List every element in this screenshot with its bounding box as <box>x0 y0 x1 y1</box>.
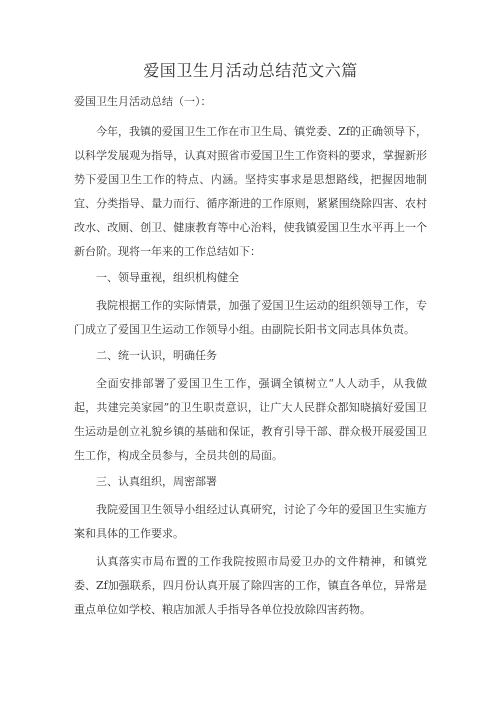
heading-careful-organization: 三、认真组织，周密部署 <box>96 475 217 488</box>
paragraph-careful-organization-b: 认真落实市局布置的工作我院按照市局爱卫办的文件精神，和镇党委、Zf加强联系，四月份认真开展了除四害的工作，镇直各单位，异常是重点单位如学校、粮店加派人手指导各单位投放除四害药物。 <box>74 555 427 616</box>
paragraph-leadership: 我院根据工作的实际情景，加强了爱国卫生运动的组织领导工作，专门成立了爱国卫生运动工作领导小组。由副院长阳书文同志具体负责。 <box>74 299 427 336</box>
paragraph-unified-understanding: 全面安排部署了爱国卫生工作，强调全镇树立“人人动手，从我做起，共建完美家园”的卫生职责意识，让广大人民群众都知晓搞好爱国卫生运动是创立礼貌乡镇的基础和保证，教育引导干部、群众极开展爱国卫生工作，构成全员参与，全员共创的局面。 <box>74 377 427 462</box>
heading-leadership: 一、领导重视，组织机构健全 <box>96 271 239 284</box>
heading-unified-understanding: 二、统一认识，明确任务 <box>96 349 217 362</box>
document-title: 爱国卫生月活动总结范文六篇 <box>143 61 358 80</box>
section-label: 爱国卫生月活动总结（一）： <box>74 95 212 108</box>
paragraph-careful-organization-a: 我院爱国卫生领导小组经过认真研究，讨论了今年的爱国卫生实施方案和具体的工作要求。 <box>74 503 427 540</box>
intro-paragraph: 今年，我镇的爱国卫生工作在市卫生局、镇党委、Zf的正确领导下，以科学发展观为指导，认真对照省市爱国卫生工作资料的要求，掌握新形势下爱国卫生工作的特点、内涵。坚持实事求是思想路线，把握因地制宜、分类指导、量力而行、循序渐进的工作原则，紧紧围绕除四害、农村改水、改厕、创卫、健康教育等中心治料，使我镇爱国卫生水平再上一个新台阶。现将一年来的工作总结如下： <box>74 125 427 258</box>
